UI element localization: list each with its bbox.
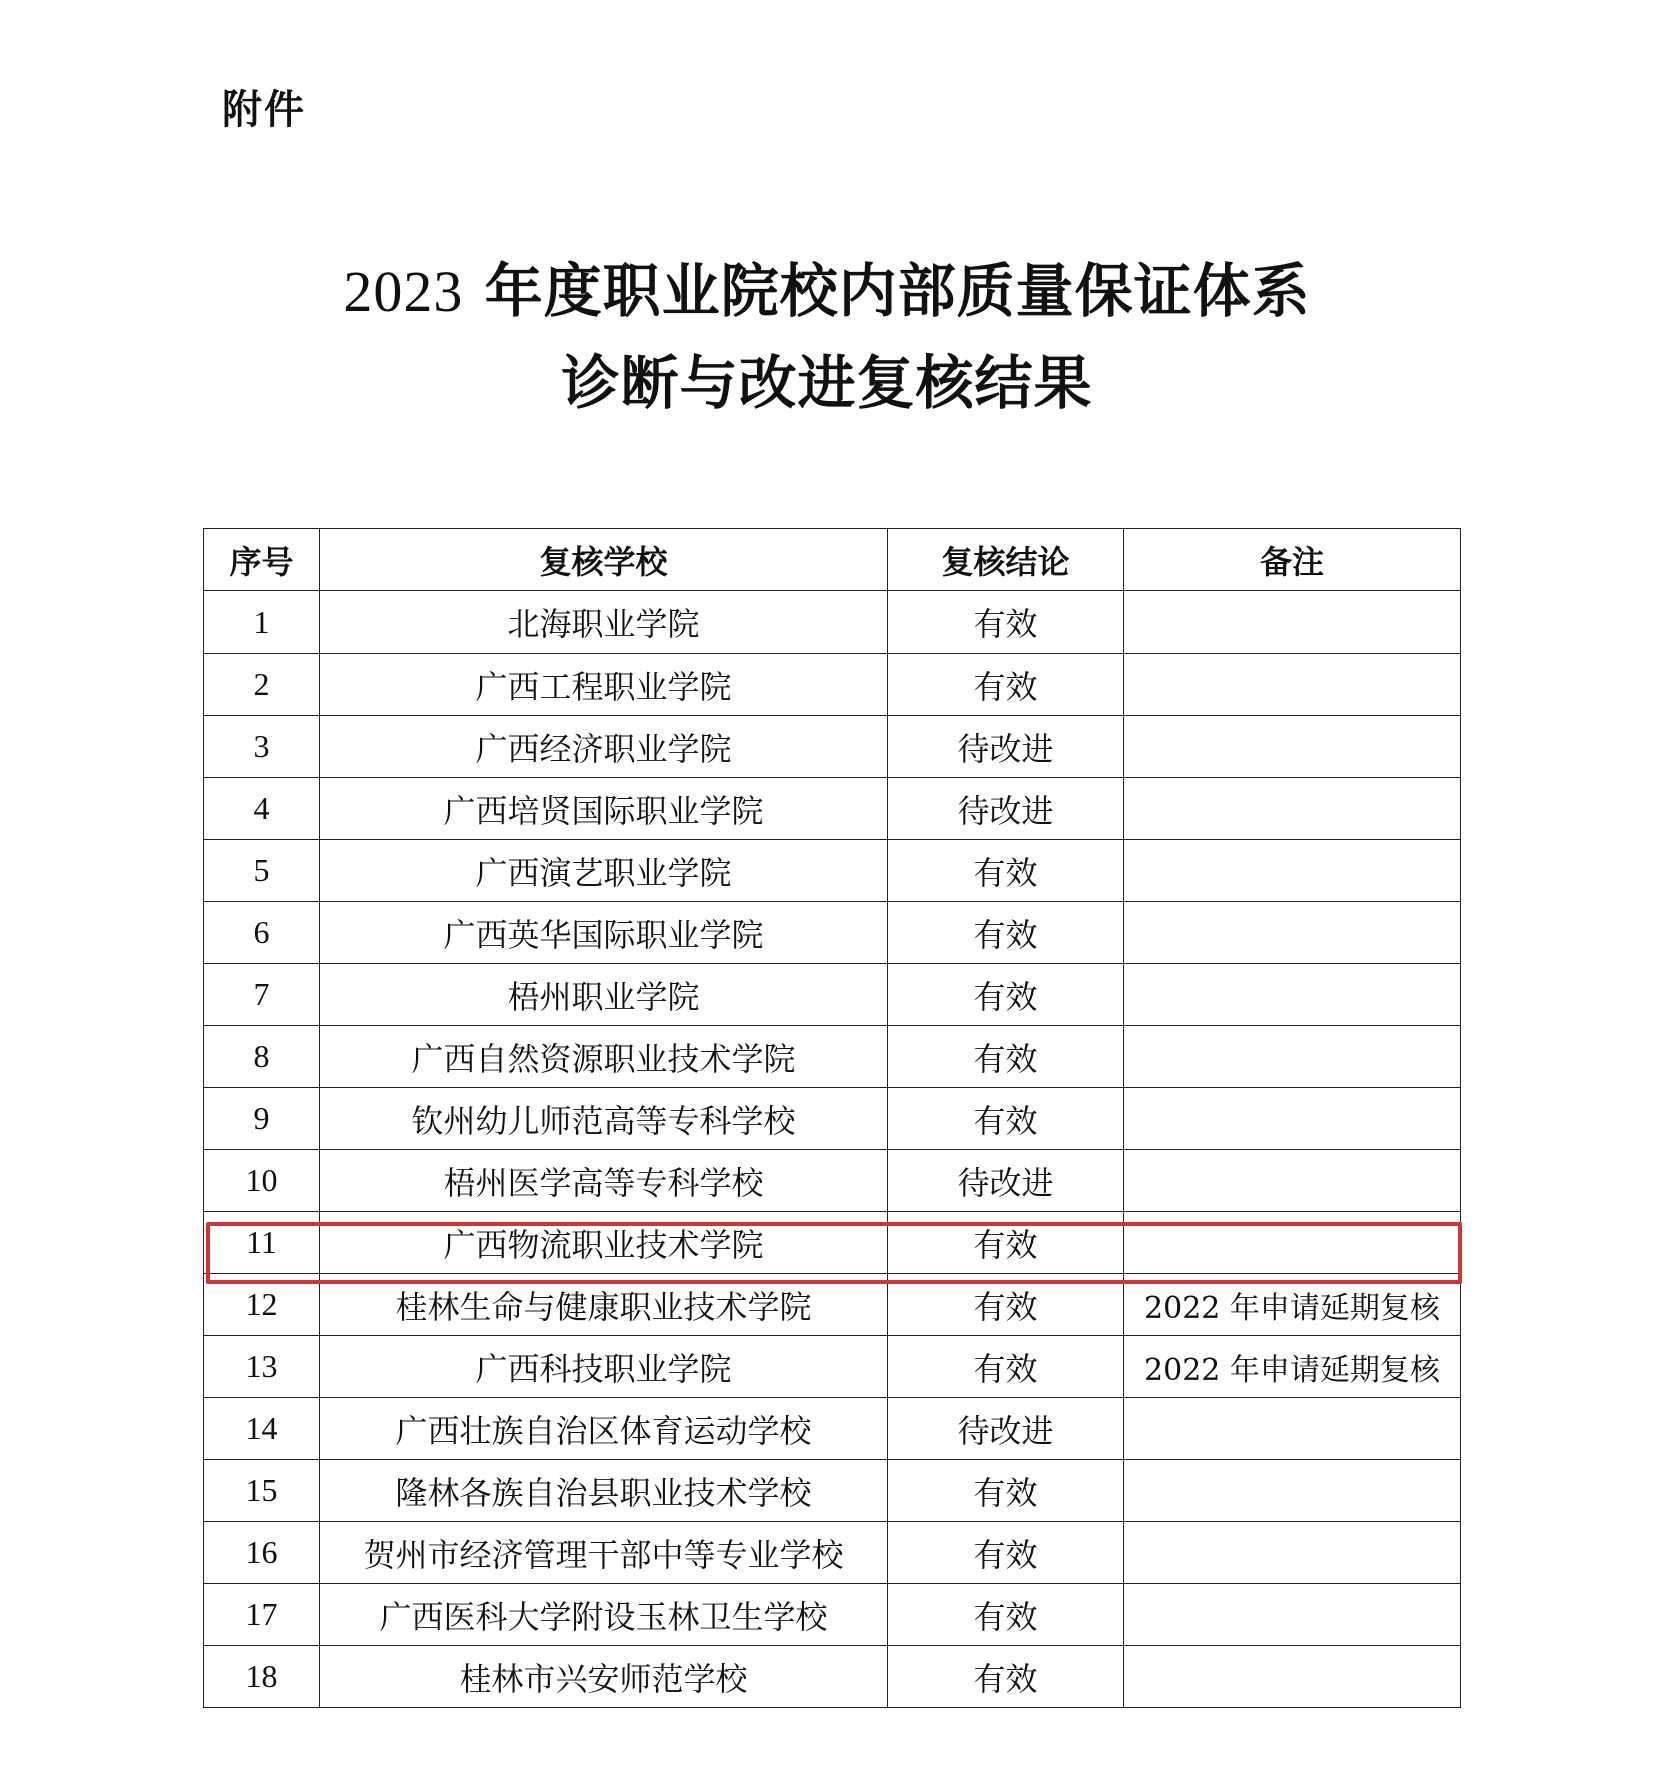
cell-result: 有效 [888, 654, 1124, 716]
cell-number: 10 [204, 1150, 320, 1212]
cell-school: 梧州职业学院 [320, 964, 888, 1026]
cell-note: 2022 年申请延期复核 [1124, 1274, 1461, 1336]
cell-result: 待改进 [888, 716, 1124, 778]
cell-result: 有效 [888, 1026, 1124, 1088]
cell-result: 有效 [888, 1584, 1124, 1646]
cell-result: 有效 [888, 964, 1124, 1026]
table-row [204, 1460, 1461, 1522]
cell-school: 广西医科大学附设玉林卫生学校 [320, 1584, 888, 1646]
page-title-line-2: 诊断与改进复核结果 [561, 349, 1093, 417]
cell-result: 有效 [888, 840, 1124, 902]
attachment-label: 附件 [222, 87, 306, 133]
results-table [203, 528, 1461, 1708]
table-row [204, 1584, 1461, 1646]
cell-note [1124, 778, 1461, 840]
table-row [204, 1088, 1461, 1150]
cell-school: 广西自然资源职业技术学院 [320, 1026, 888, 1088]
header-number: 序号 [204, 529, 320, 591]
cell-number: 4 [204, 778, 320, 840]
table-row [204, 1398, 1461, 1460]
table-row-highlighted [204, 1212, 1461, 1274]
title-year: 2023 [343, 259, 464, 324]
header-result: 复核结论 [888, 529, 1124, 591]
cell-note [1124, 1150, 1461, 1212]
cell-number: 11 [204, 1212, 320, 1274]
cell-number: 7 [204, 964, 320, 1026]
table-row [204, 1026, 1461, 1088]
cell-school: 广西英华国际职业学院 [320, 902, 888, 964]
cell-school: 北海职业学院 [320, 591, 888, 654]
cell-note [1124, 1584, 1461, 1646]
cell-result: 有效 [888, 1522, 1124, 1584]
cell-note [1124, 1398, 1461, 1460]
cell-result: 有效 [888, 902, 1124, 964]
cell-result: 待改进 [888, 1398, 1124, 1460]
cell-number: 3 [204, 716, 320, 778]
cell-result: 有效 [888, 1274, 1124, 1336]
cell-number: 12 [204, 1274, 320, 1336]
cell-result: 有效 [888, 1460, 1124, 1522]
table-row [204, 1274, 1461, 1336]
table-row [204, 1336, 1461, 1398]
table-row [204, 1646, 1461, 1708]
cell-result: 待改进 [888, 1150, 1124, 1212]
table-row [204, 654, 1461, 716]
cell-number: 1 [204, 591, 320, 654]
cell-note [1124, 716, 1461, 778]
cell-school: 广西科技职业学院 [320, 1336, 888, 1398]
header-school: 复核学校 [320, 529, 888, 591]
cell-school: 贺州市经济管理干部中等专业学校 [320, 1522, 888, 1584]
cell-note [1124, 654, 1461, 716]
cell-result: 有效 [888, 1646, 1124, 1708]
cell-number: 15 [204, 1460, 320, 1522]
cell-school: 隆林各族自治县职业技术学校 [320, 1460, 888, 1522]
cell-note [1124, 1460, 1461, 1522]
cell-note [1124, 840, 1461, 902]
cell-number: 2 [204, 654, 320, 716]
header-note: 备注 [1124, 529, 1461, 591]
table-row [204, 840, 1461, 902]
cell-note [1124, 591, 1461, 654]
table-row [204, 1150, 1461, 1212]
cell-number: 5 [204, 840, 320, 902]
cell-number: 8 [204, 1026, 320, 1088]
cell-school: 桂林生命与健康职业技术学院 [320, 1274, 888, 1336]
cell-note [1124, 1212, 1461, 1274]
cell-note [1124, 1522, 1461, 1584]
cell-school: 钦州幼儿师范高等专科学校 [320, 1088, 888, 1150]
cell-number: 18 [204, 1646, 320, 1708]
cell-note [1124, 1088, 1461, 1150]
table-row [204, 778, 1461, 840]
cell-school: 广西工程职业学院 [320, 654, 888, 716]
cell-school: 广西壮族自治区体育运动学校 [320, 1398, 888, 1460]
cell-number: 17 [204, 1584, 320, 1646]
cell-school: 梧州医学高等专科学校 [320, 1150, 888, 1212]
title-line-1-text: 年度职业院校内部质量保证体系 [484, 257, 1311, 325]
cell-result: 有效 [888, 591, 1124, 654]
cell-result: 有效 [888, 1212, 1124, 1274]
cell-number: 13 [204, 1336, 320, 1398]
cell-number: 6 [204, 902, 320, 964]
cell-note: 2022 年申请延期复核 [1124, 1336, 1461, 1398]
cell-school: 广西经济职业学院 [320, 716, 888, 778]
cell-result: 有效 [888, 1336, 1124, 1398]
cell-number: 16 [204, 1522, 320, 1584]
cell-note [1124, 1026, 1461, 1088]
cell-note [1124, 902, 1461, 964]
table-row [204, 1522, 1461, 1584]
table-row [204, 591, 1461, 654]
cell-note [1124, 1646, 1461, 1708]
cell-note [1124, 964, 1461, 1026]
cell-number: 14 [204, 1398, 320, 1460]
page-title-line-1 [0, 258, 1654, 325]
table-row [204, 716, 1461, 778]
cell-number: 9 [204, 1088, 320, 1150]
table-row [204, 902, 1461, 964]
cell-school: 广西培贤国际职业学院 [320, 778, 888, 840]
table-header-row [204, 529, 1461, 591]
cell-school: 广西物流职业技术学院 [320, 1212, 888, 1274]
cell-result: 有效 [888, 1088, 1124, 1150]
cell-result: 待改进 [888, 778, 1124, 840]
table-row [204, 964, 1461, 1026]
cell-school: 桂林市兴安师范学校 [320, 1646, 888, 1708]
cell-school: 广西演艺职业学院 [320, 840, 888, 902]
